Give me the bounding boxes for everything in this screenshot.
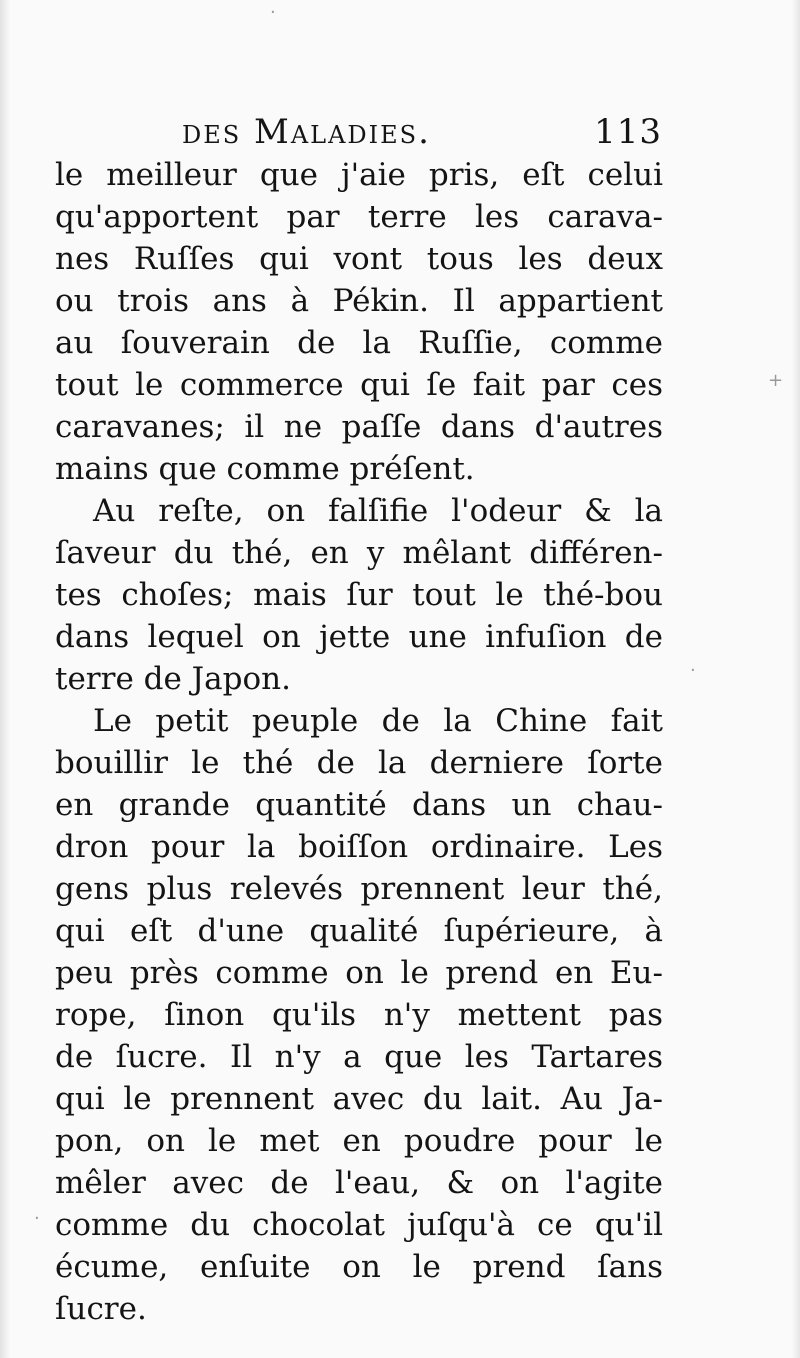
text-line: le meilleur que j'aie pris, eſt celui [55, 157, 663, 193]
text-line: ſaveur du thé, en y mêlant différen- [55, 535, 663, 571]
paragraph [55, 490, 663, 700]
text-line: mains que comme préſent. [55, 451, 475, 487]
text-line: gens plus relevés prennent leur thé, [55, 871, 663, 907]
text-line: Le petit peuple de la Chine fait [93, 703, 663, 739]
page-left-edge [0, 0, 10, 1358]
text-line: tes choſes; mais ſur tout le thé-bou [55, 577, 663, 613]
text-line: Au reſte, on falſifie l'odeur & la [93, 493, 663, 529]
text-line: nes Ruſſes qui vont tous les deux [55, 241, 663, 277]
text-line: caravanes; il ne paſſe dans d'autres [55, 409, 663, 445]
paper-speck: · [690, 660, 696, 681]
text-line: comme du chocolat juſqu'à ce qu'il [55, 1207, 663, 1243]
text-line: ou trois ans à Pékin. Il appartient [55, 283, 663, 319]
body-text [55, 154, 663, 1330]
text-line: de ſucre. Il n'y a que les Tartares [55, 1039, 663, 1075]
text-line: dans lequel on jette une infuſion de [55, 619, 663, 655]
paragraph [55, 154, 663, 490]
text-line: qui eſt d'une qualité ſupérieure, à [55, 913, 663, 949]
text-line: écume, enſuite on le prend ſans [55, 1249, 663, 1285]
paragraph [55, 700, 663, 1330]
page-right-edge [792, 0, 800, 1358]
text-line: rope, ſinon qu'ils n'y mettent pas [55, 997, 663, 1033]
text-line: ſucre. [55, 1291, 147, 1327]
text-line: peu près comme on le prend en Eu- [55, 955, 663, 991]
text-line: mêler avec de l'eau, & on l'agite [55, 1165, 663, 1201]
text-line: tout le commerce qui ſe fait par ces [55, 367, 663, 403]
text-line: dron pour la boiſſon ordinaire. Les [55, 829, 663, 865]
text-line: pon, on le met en poudre pour le [55, 1123, 663, 1159]
text-line: en grande quantité dans un chau- [55, 787, 663, 823]
paper-speck: + [768, 370, 784, 391]
paper-speck: · [34, 1208, 40, 1229]
text-line: qu'apportent par terre les carava- [55, 199, 663, 235]
running-title: des Maladies. [182, 112, 431, 152]
text-line: au ſouverain de la Ruſſie, comme [55, 325, 663, 361]
page-header [182, 112, 662, 152]
text-line: qui le prennent avec du lait. Au Ja- [55, 1081, 663, 1117]
paper-speck: · [270, 2, 276, 23]
text-line: bouillir le thé de la derniere ſorte [55, 745, 663, 781]
text-line: terre de Japon. [55, 661, 291, 697]
page-number: 113 [594, 112, 662, 152]
